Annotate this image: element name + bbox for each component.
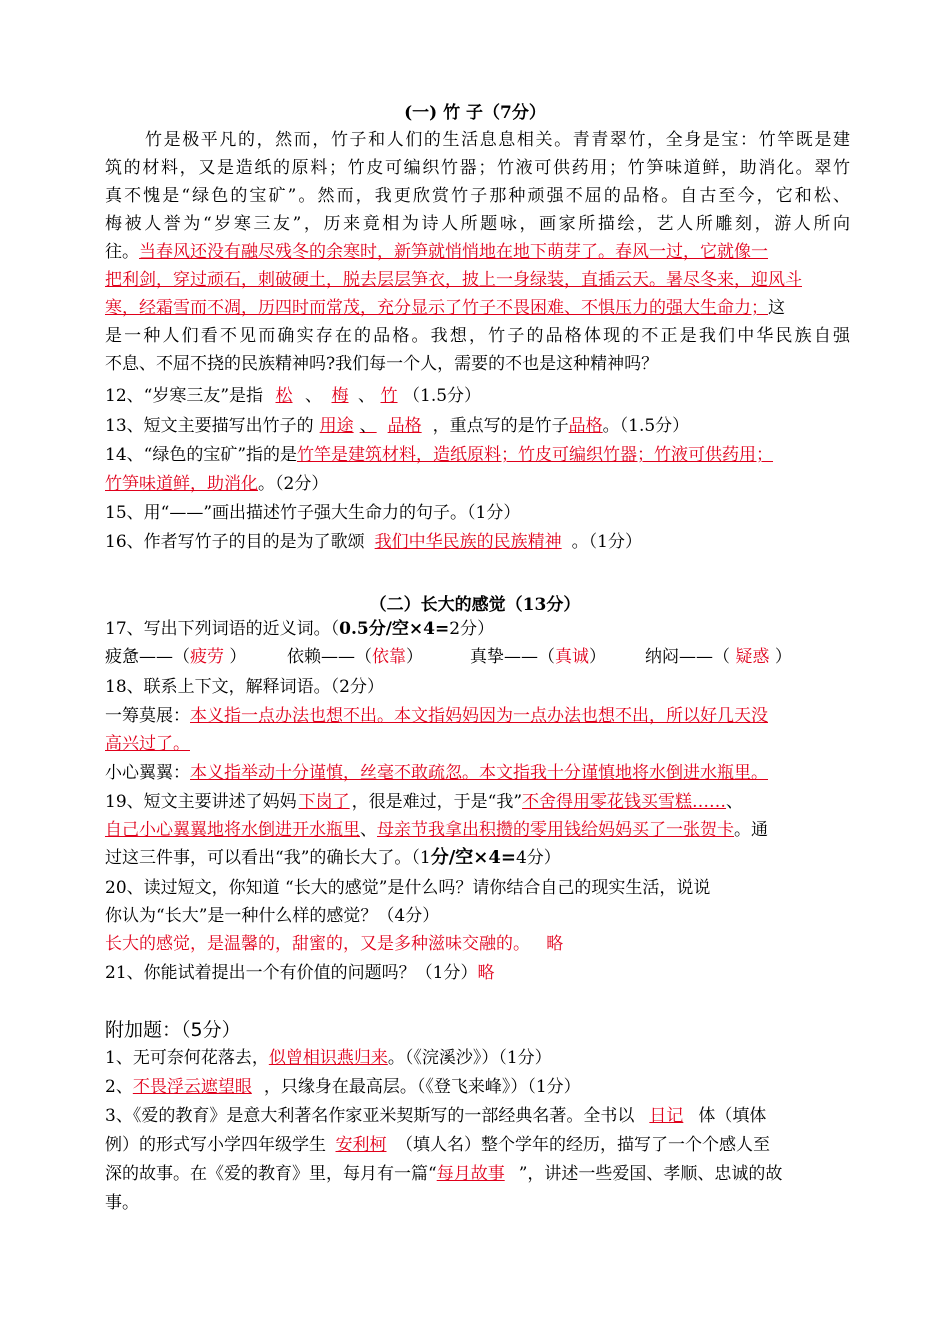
answer-blank: 用途 [319, 416, 354, 436]
score-formula: 分/空×4= [430, 847, 516, 868]
passage-line [105, 296, 850, 320]
answer-text: 高兴过了。 [105, 734, 190, 754]
question-14 [105, 443, 850, 467]
question-text: 体（填体 [698, 1106, 767, 1126]
separator: 、 [359, 416, 377, 436]
passage-text: 往。 [105, 242, 139, 262]
synonym-answer: 疲劳 [190, 647, 224, 667]
bonus-question-3-cont [105, 1162, 850, 1186]
question-text: 19、短文主要讲述了妈妈 [105, 792, 297, 812]
synonym-item: 真挚——（真诚） [470, 647, 606, 667]
question-score: （1.5分） [403, 386, 482, 406]
passage-line: 不息、不屈不挠的民族精神吗?我们每一个人，需要的不也是这种精神吗？ [105, 354, 659, 374]
answer-blank: 梅 [331, 386, 349, 406]
passage-line: 真不愧是“绿色的宝矿”。然而，我更欣赏竹子那种顽强不屈的品格。自古至今，它和松、 [105, 186, 850, 206]
question-text: 3、《爱的教育》是意大利著名作家亚米契斯写的一部经典名著。全书以 [105, 1106, 635, 1126]
bonus-question-3-end: 事。 [105, 1193, 139, 1213]
passage-line: 是一种人们看不见而确实存在的品格。我想，竹子的品格体现的不正是我们中华民族自强 [105, 326, 850, 346]
separator: 、 [726, 792, 744, 812]
question-20: 20、读过短文，你知道 “长大的感觉”是什么吗？请你结合自己的现实生活，说说 [105, 878, 711, 898]
synonym-answer: 疑惑 [735, 647, 770, 667]
question-text: 过这三件事，可以看出“我”的确长大了。（1 [105, 848, 431, 868]
passage-text: 这 [768, 298, 785, 318]
separator: 、 [360, 820, 377, 840]
answer-text: 不舍得用零花钱买雪糕…… [522, 792, 727, 812]
question-17 [105, 617, 850, 641]
bonus-question-3 [105, 1104, 850, 1128]
question-14-cont [105, 472, 850, 496]
answer-blank: 下岗了 [298, 792, 350, 812]
answer-text: 本义指举动十分谨慎，丝毫不敢疏忽。本文指我十分谨慎地将水倒进水瓶里。 [190, 763, 768, 783]
bonus-question-2 [105, 1075, 850, 1099]
question-score: 2分） [449, 619, 495, 639]
underlined-sentence: 当春风还没有融尽残冬的余寒时，新笋就悄悄地在地下萌芽了。春风一过，它就像一 [139, 242, 768, 262]
question-score: 。（1.5分） [602, 416, 690, 436]
score-formula: 0.5分/空×4= [339, 619, 450, 639]
question-score: 4分） [515, 848, 561, 868]
answer-text: 竹笋味道鲜，助消化 [105, 474, 258, 494]
question-15: 15、用“——”画出描述竹子强大生命力的句子。（1分） [105, 503, 521, 523]
answer-blank: 竹 [380, 386, 398, 406]
question-text: 1、无可奈何花落去， [105, 1048, 269, 1068]
answer-text: 自己小心翼翼地将水倒进开水瓶里 [105, 820, 360, 840]
answer-text: 略 [477, 963, 495, 983]
section-title-growing-up: （二）长大的感觉（13分） [369, 595, 581, 615]
passage-line: 竹是极平凡的，然而，竹子和人们的生活息息相关。青青翠竹，全身是宝：竹竿既是建 [145, 130, 850, 150]
synonym-item: 疲惫——（疲劳 ） [105, 647, 247, 667]
question-text: 2、 [105, 1077, 133, 1097]
question-text: 13、短文主要描写出竹子的 [105, 416, 314, 436]
answer-blank: 松 [275, 386, 293, 406]
question-text: ”，讲述一些爱国、孝顺、忠诚的故 [518, 1164, 783, 1184]
answer-blank: 日记 [649, 1106, 684, 1126]
answer-blank: 不畏浮云遮望眼 [132, 1077, 252, 1097]
word-label: 小心翼翼： [105, 763, 190, 783]
synonym-row [105, 645, 850, 669]
bonus-question-1 [105, 1046, 850, 1070]
question-score: ，只缘身在最高层。（《登飞来峰》）（1分） [263, 1077, 581, 1097]
question-18: 18、联系上下文，解释词语。（2分） [105, 677, 384, 697]
separator: 、 [358, 386, 376, 406]
bonus-question-3-cont [105, 1133, 850, 1157]
passage-line: 梅被人誉为“岁寒三友”，历来竟相为诗人所题咏，画家所描绘，艺人所雕刻，游人所向 [105, 214, 850, 234]
answer-text: 本义指一点办法也想不出。本文指妈妈因为一点办法也想不出，所以好几天没 [190, 706, 768, 726]
answer-blank: 我们中华民族的民族精神 [374, 532, 562, 552]
word-label: 一筹莫展： [105, 706, 190, 726]
answer-text: 长大的感觉，是温馨的，甜蜜的，又是多种滋味交融的。 略 [105, 934, 564, 954]
question-text: 例）的形式写小学四年级学生 [105, 1135, 326, 1155]
question-16 [105, 530, 850, 554]
answer-text: 似曾相识燕归来 [268, 1048, 388, 1068]
separator: 、 [305, 386, 323, 406]
synonym-answer: 依靠 [372, 647, 406, 667]
answer-blank: 每月故事 [436, 1164, 505, 1184]
question-19 [105, 790, 850, 814]
question-21 [105, 961, 850, 985]
answer-text: 竹竿是建筑材料，造纸原料；竹皮可编织竹器；竹液可供药用； [297, 445, 774, 465]
question-12 [105, 384, 850, 408]
word-explain-2 [105, 761, 850, 785]
answer-blank: 品格 [387, 416, 422, 436]
synonym-item: 纳闷——（ 疑惑 ） [645, 647, 792, 667]
question-text: 14、“绿色的宝矿”指的是 [105, 445, 298, 465]
underlined-sentence: 把利剑，穿过顽石，刺破硬土，脱去层层笋衣，披上一身绿装，直插云天。暑尽冬来，迎风斗 [105, 270, 802, 290]
answer-blank: 安利柯 [335, 1135, 387, 1155]
underlined-sentence: 寒，经霜雪而不凋，历四时而常茂，充分显示了竹子不畏困难、不惧压力的强大生命力； [105, 298, 768, 318]
question-text: 。通 [734, 820, 768, 840]
answer-text: 母亲节我拿出积攒的零用钱给妈妈买了一张贺卡 [377, 820, 734, 840]
question-text: ，重点写的是竹子 [432, 416, 569, 436]
question-13 [105, 414, 850, 438]
question-score: 。（2分） [258, 474, 329, 494]
question-text: （填人名）整个学年的经历，描写了一个个感人至 [396, 1135, 770, 1155]
passage-line [105, 240, 850, 264]
question-text: 深的故事。在《爱的教育》里，每月有一篇“ [105, 1164, 437, 1184]
question-text: 16、作者写竹子的目的是为了歌颂 [105, 532, 365, 552]
question-text: ，很是难过，于是“我” [351, 792, 523, 812]
question-19-end [105, 846, 850, 870]
question-score: 。（1分） [571, 532, 642, 552]
synonym-answer: 真诚 [555, 647, 589, 667]
question-text: 21、你能试着提出一个有价值的问题吗？（1分） [105, 963, 478, 983]
question-score: 。（《浣溪沙》）（1分） [387, 1048, 552, 1068]
bonus-title: 附加题：（5分） [105, 1019, 241, 1041]
question-20-cont: 你认为“长大”是一种什么样的感觉？（4分） [105, 906, 440, 926]
word-explain-1 [105, 704, 850, 728]
synonym-item: 依赖——（依靠） [287, 647, 423, 667]
section-title-bamboo: (一) 竹 子（7分） [404, 103, 546, 123]
question-text: 17、写出下列词语的近义词。（ [105, 619, 340, 639]
question-19-cont [105, 818, 850, 842]
answer-blank: 品格 [568, 416, 603, 436]
question-text: 12、“岁寒三友”是指 [105, 386, 264, 406]
passage-line: 筑的材料，又是造纸的原料；竹皮可编织竹器；竹液可供药用；竹笋味道鲜，助消化。翠竹 [105, 158, 850, 178]
